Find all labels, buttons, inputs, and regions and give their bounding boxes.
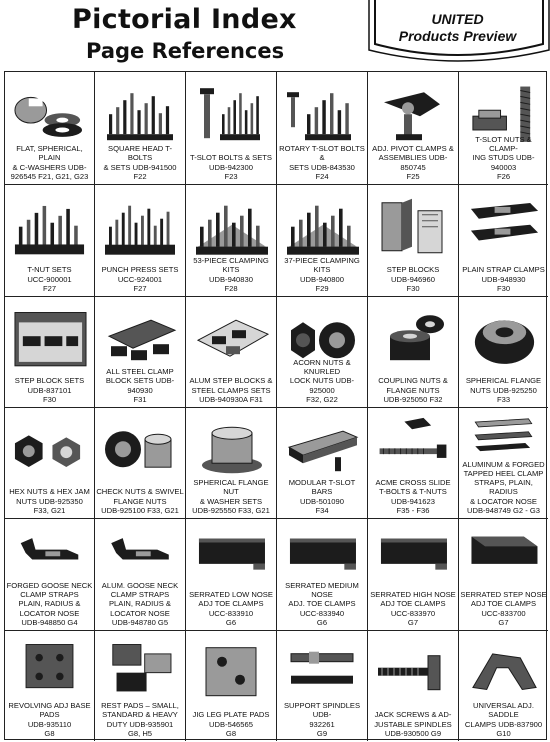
caption-line: BLOCK SETS UDB-940930 bbox=[105, 376, 175, 395]
caption-line: UDB-501090 bbox=[300, 496, 344, 506]
caption-line: UCC-833970 bbox=[390, 608, 436, 618]
caption-line: UDB-942300 bbox=[209, 162, 253, 172]
t-slot-bolts-icon bbox=[192, 78, 270, 148]
caption-line: LOCATOR NOSE bbox=[19, 608, 80, 618]
caption-line: G6 bbox=[316, 617, 328, 627]
base-pad-icon bbox=[11, 637, 88, 695]
product-cell bbox=[368, 185, 459, 297]
caption-line: STEEL CLAMPS SETS bbox=[191, 385, 271, 395]
caption-line: UCC-900001 bbox=[27, 274, 72, 284]
caption-line: CLAMP STRAPS bbox=[110, 590, 170, 600]
caption-line: STEP BLOCKS bbox=[386, 265, 440, 275]
product-cell bbox=[459, 72, 548, 185]
product-caption bbox=[6, 581, 93, 627]
clamping-kit-icon bbox=[192, 191, 270, 260]
caption-line: UCC-833940 bbox=[299, 608, 345, 618]
product-caption bbox=[278, 256, 366, 293]
caption-line: ING STUDS UDB-940003 bbox=[472, 153, 535, 172]
caption-line: G7 bbox=[407, 617, 419, 627]
caption-line: LOCK NUTS UDB-925000 bbox=[289, 376, 355, 395]
product-caption bbox=[187, 256, 275, 293]
product-caption bbox=[460, 376, 547, 404]
caption-line: SQUARE HEAD T-BOLTS bbox=[108, 144, 172, 163]
caption-line: F27 bbox=[133, 283, 147, 293]
caption-line: SERRATED STEP NOSE bbox=[460, 590, 547, 600]
caption-line: PUNCH PRESS SETS bbox=[101, 265, 179, 275]
caption-line: FLAT, SPHERICAL, PLAIN bbox=[16, 144, 83, 163]
product-cell bbox=[95, 519, 186, 631]
caption-line: REVOLVING ADJ BASE bbox=[8, 701, 91, 711]
product-cell bbox=[368, 408, 459, 519]
caption-line: SETS UDB-843530 bbox=[289, 162, 355, 172]
caption-line: UDB-940830 bbox=[209, 274, 253, 284]
caption-line: ADJ. PIVOT CLAMPS & bbox=[372, 144, 454, 154]
caption-line: ALUMINUM & FORGED bbox=[462, 459, 545, 469]
product-caption bbox=[460, 460, 547, 515]
product-cell bbox=[459, 408, 548, 519]
caption-line: ALUM. GOOSE NECK bbox=[101, 580, 179, 590]
product-cell bbox=[95, 185, 186, 297]
coupling-nut-icon bbox=[374, 303, 452, 371]
caption-line: UDB-546565 bbox=[209, 719, 253, 729]
toe-clamp-icon bbox=[192, 525, 270, 585]
caption-line: ADJ. TOE CLAMPS bbox=[288, 599, 356, 609]
caption-line: STEP BLOCK SETS bbox=[14, 376, 85, 386]
caption-line: G8, H5 bbox=[127, 728, 153, 738]
caption-line: PADS bbox=[39, 710, 60, 720]
caption-line: ADJ TOE CLAMPS bbox=[470, 599, 537, 609]
caption-line: UDB-948780 G5 bbox=[111, 617, 169, 627]
caption-line: 932261 bbox=[309, 719, 335, 729]
product-cell bbox=[459, 631, 548, 741]
product-cell bbox=[459, 185, 548, 297]
check-nut-icon bbox=[101, 414, 179, 482]
caption-line: SPHERICAL FLANGE NUT bbox=[193, 478, 269, 497]
caption-line: REST PADS – SMALL, bbox=[101, 701, 179, 711]
product-caption bbox=[187, 478, 275, 515]
caption-line: G8 bbox=[44, 728, 55, 738]
toe-clamp-icon bbox=[374, 525, 452, 585]
hex-nut-icon bbox=[11, 414, 88, 482]
punch-press-set-icon bbox=[101, 191, 179, 260]
product-cell bbox=[277, 185, 368, 297]
caption-line: & SETS UDB-941500 bbox=[103, 162, 177, 172]
caption-line: CHECK NUTS & SWIVEL bbox=[96, 487, 184, 497]
caption-line: & WASHER SETS bbox=[199, 496, 263, 506]
caption-line: F31 bbox=[133, 394, 147, 404]
caption-line: & C-WASHERS UDB- bbox=[12, 162, 87, 172]
caption-line: UCC-924001 bbox=[117, 274, 163, 284]
product-cell bbox=[186, 631, 277, 741]
caption-line: NUTS UDB-925350 bbox=[16, 496, 83, 506]
badge-brand: UNITED bbox=[431, 11, 484, 27]
caption-line: FLANGE NUTS bbox=[386, 385, 440, 395]
caption-line: UNIVERSAL ADJ. SADDLE bbox=[473, 701, 534, 720]
product-cell bbox=[5, 519, 95, 631]
products-preview-badge bbox=[365, 0, 550, 62]
product-caption bbox=[96, 144, 184, 181]
product-caption bbox=[278, 358, 366, 404]
flange-nut-washer-icon bbox=[192, 414, 270, 482]
caption-line: & LOCATOR NOSE bbox=[470, 496, 537, 506]
product-caption bbox=[369, 376, 457, 404]
caption-line: UDB-940800 bbox=[300, 274, 344, 284]
product-caption bbox=[460, 265, 547, 293]
caption-line: T-BOLTS & T-NUTS bbox=[379, 487, 447, 497]
product-caption bbox=[369, 478, 457, 515]
rotary-bolts-icon bbox=[283, 78, 361, 148]
caption-line: UDB-837101 bbox=[27, 385, 72, 395]
product-caption bbox=[96, 487, 184, 515]
step-block-set-icon bbox=[11, 303, 88, 371]
product-caption bbox=[278, 478, 366, 515]
product-cell bbox=[368, 631, 459, 741]
product-cell bbox=[95, 72, 186, 185]
caption-line: G10 bbox=[496, 728, 511, 738]
caption-line: UDB-940930A F31 bbox=[199, 394, 263, 404]
caption-line: F33, G21 bbox=[33, 505, 66, 515]
caption-line: T-SLOT BOLTS & SETS bbox=[189, 153, 272, 163]
product-cell bbox=[277, 297, 368, 408]
spherical-flange-nut-icon bbox=[465, 303, 542, 371]
product-cell bbox=[5, 185, 95, 297]
caption-line: SPHERICAL FLANGE bbox=[465, 376, 542, 386]
caption-line: T-NUT SETS bbox=[27, 265, 72, 275]
jig-leg-pad-icon bbox=[192, 637, 270, 704]
caption-line: F34 bbox=[315, 505, 329, 515]
caption-line: PLAIN STRAP CLAMPS bbox=[462, 265, 545, 275]
caption-line: SERRATED LOW NOSE bbox=[189, 590, 273, 600]
caption-line: STANDARD & HEAVY bbox=[102, 710, 178, 720]
product-cell bbox=[277, 408, 368, 519]
product-caption bbox=[96, 265, 184, 293]
product-cell bbox=[277, 631, 368, 741]
product-cell bbox=[459, 297, 548, 408]
page-title: Pictorial Index bbox=[72, 4, 297, 35]
goose-neck-clamp-icon bbox=[11, 525, 88, 576]
product-cell bbox=[277, 519, 368, 631]
toe-clamp-icon bbox=[283, 525, 361, 585]
product-caption bbox=[6, 701, 93, 738]
caption-line: UDB-925050 F32 bbox=[383, 394, 443, 404]
caption-line: ADJ TOE CLAMPS bbox=[380, 599, 446, 609]
caption-line: CLAMP STRAPS bbox=[20, 590, 79, 600]
goose-neck-clamp-icon bbox=[101, 525, 179, 576]
caption-line: STRAPS, PLAIN, RADIUS bbox=[474, 478, 533, 497]
t-bolts-set-icon bbox=[101, 78, 179, 148]
product-cell bbox=[186, 519, 277, 631]
product-cell bbox=[186, 297, 277, 408]
product-caption bbox=[187, 590, 275, 627]
caption-line: ALL STEEL CLAMP bbox=[106, 367, 174, 377]
caption-line: T-SLOT NUTS & CLAMP- bbox=[475, 134, 532, 154]
caption-line: JUSTABLE SPINDLES bbox=[374, 719, 452, 729]
caption-line: NUTS UDB-925250 bbox=[470, 385, 537, 395]
product-cell bbox=[459, 519, 548, 631]
clamp-block-set-icon bbox=[101, 303, 179, 371]
step-nose-clamp-icon bbox=[465, 525, 542, 585]
product-caption bbox=[278, 581, 366, 627]
product-cell bbox=[95, 297, 186, 408]
product-caption bbox=[369, 265, 457, 293]
product-caption bbox=[96, 581, 184, 627]
product-cell bbox=[368, 72, 459, 185]
product-cell bbox=[186, 185, 277, 297]
product-cell bbox=[368, 519, 459, 631]
caption-line: F35 - F36 bbox=[396, 505, 430, 515]
caption-line: F25 bbox=[406, 171, 420, 181]
product-caption bbox=[187, 710, 275, 738]
caption-line: SERRATED MEDIUM NOSE bbox=[285, 580, 359, 600]
product-caption bbox=[6, 376, 93, 404]
page-header bbox=[0, 0, 550, 68]
caption-line: PLAIN, RADIUS & bbox=[108, 599, 172, 609]
caption-line: ASSEMBLIES UDB-850745 bbox=[378, 153, 448, 172]
caption-line: UDB-930500 G9 bbox=[384, 728, 442, 738]
caption-line: ALUM STEP BLOCKS & bbox=[189, 376, 273, 386]
page-subtitle: Page References bbox=[86, 39, 285, 63]
caption-line: F22 bbox=[133, 171, 147, 181]
caption-line: MODULAR T-SLOT BARS bbox=[288, 478, 356, 497]
caption-line: 37-PIECE CLAMPING KITS bbox=[284, 256, 360, 275]
jack-screw-icon bbox=[374, 637, 452, 704]
product-caption bbox=[369, 144, 457, 181]
caption-line: G9 bbox=[316, 728, 328, 738]
caption-line: HEX NUTS & HEX JAM bbox=[9, 487, 90, 497]
step-blocks-icon bbox=[374, 191, 452, 260]
saddle-clamp-icon bbox=[465, 637, 542, 704]
caption-line: TAPPED HEEL CLAMP bbox=[463, 468, 544, 478]
caption-line: F27 bbox=[42, 283, 57, 293]
caption-line: F30 bbox=[406, 283, 420, 293]
product-caption bbox=[460, 701, 547, 738]
caption-line: COUPLING NUTS & bbox=[378, 376, 448, 386]
strap-clamp-icon bbox=[465, 191, 542, 260]
caption-line: FLANGE NUTS bbox=[113, 496, 167, 506]
product-caption bbox=[96, 367, 184, 404]
product-caption bbox=[460, 590, 547, 627]
caption-line: UDB-925100 F33, G21 bbox=[101, 505, 179, 515]
caption-line: ADJ TOE CLAMPS bbox=[198, 599, 264, 609]
product-caption bbox=[6, 144, 93, 181]
caption-line: G8 bbox=[225, 728, 237, 738]
product-cell bbox=[5, 72, 95, 185]
product-caption bbox=[6, 265, 93, 293]
product-cell bbox=[186, 408, 277, 519]
support-spindle-icon bbox=[283, 637, 361, 704]
caption-line: F23 bbox=[224, 171, 238, 181]
clamping-kit-icon bbox=[283, 191, 361, 260]
product-cell bbox=[5, 631, 95, 741]
caption-line: F30 bbox=[496, 283, 511, 293]
caption-line: ACME CROSS SLIDE bbox=[375, 478, 451, 488]
acme-bolt-icon bbox=[374, 414, 452, 473]
product-caption bbox=[6, 487, 93, 515]
product-caption bbox=[460, 135, 547, 181]
caption-line: SUPPORT SPINDLES UDB- bbox=[283, 701, 361, 720]
product-caption bbox=[278, 701, 366, 738]
product-caption bbox=[187, 376, 275, 404]
caption-line: F26 bbox=[496, 171, 511, 181]
caption-line: FORGED GOOSE NECK bbox=[6, 580, 93, 590]
rest-pad-icon bbox=[101, 637, 179, 695]
caption-line: ROTARY T-SLOT BOLTS & bbox=[279, 144, 365, 163]
caption-line: LOCATOR NOSE bbox=[110, 608, 170, 618]
caption-line: PLAIN, RADIUS & bbox=[18, 599, 81, 609]
caption-line: F24 bbox=[315, 171, 329, 181]
product-cell bbox=[5, 297, 95, 408]
caption-line: JACK SCREWS & AD- bbox=[374, 710, 452, 720]
caption-line: DUTY UDB-935901 bbox=[106, 719, 174, 729]
caption-line: SERRATED HIGH NOSE bbox=[370, 590, 456, 600]
t-nut-set-icon bbox=[11, 191, 88, 260]
caption-line: UDB-946960 bbox=[391, 274, 435, 284]
t-slot-bar-icon bbox=[283, 414, 361, 482]
caption-line: G6 bbox=[225, 617, 237, 627]
caption-line: F28 bbox=[224, 283, 238, 293]
caption-line: F32, G22 bbox=[306, 394, 338, 404]
caption-line: UDB-948850 G4 bbox=[21, 617, 78, 627]
washers-icon bbox=[11, 78, 88, 148]
caption-line: UDB-941623 bbox=[391, 496, 435, 506]
pivot-clamp-icon bbox=[374, 78, 452, 148]
caption-line: F30 bbox=[42, 394, 57, 404]
caption-line: UDB-948749 G2 - G3 bbox=[466, 505, 541, 515]
caption-line: UCC-833910 bbox=[208, 608, 254, 618]
product-cell bbox=[95, 408, 186, 519]
caption-line: F29 bbox=[315, 283, 329, 293]
caption-line: 53-PIECE CLAMPING KITS bbox=[193, 256, 269, 275]
caption-line: G7 bbox=[498, 617, 509, 627]
alum-step-block-icon bbox=[192, 303, 270, 371]
product-cell bbox=[277, 72, 368, 185]
product-caption bbox=[369, 710, 457, 738]
caption-line: UDB-935110 bbox=[27, 719, 72, 729]
heel-clamp-icon bbox=[465, 414, 542, 464]
caption-line: UCC-833700 bbox=[481, 608, 526, 618]
pictorial-index-grid bbox=[4, 71, 547, 740]
caption-line: ACORN NUTS & KNURLED bbox=[293, 357, 351, 377]
product-caption bbox=[369, 590, 457, 627]
product-cell bbox=[5, 408, 95, 519]
caption-line: F33 bbox=[496, 394, 511, 404]
caption-line: UDB-925550 F33, G21 bbox=[192, 505, 270, 515]
product-caption bbox=[187, 153, 275, 181]
product-caption bbox=[278, 144, 366, 181]
product-caption bbox=[96, 701, 184, 738]
caption-line: JIG LEG PLATE PADS bbox=[192, 710, 270, 720]
product-cell bbox=[368, 297, 459, 408]
badge-text: Products Preview bbox=[398, 28, 517, 44]
caption-line: CLAMPS UDB-837900 bbox=[464, 719, 543, 729]
product-cell bbox=[95, 631, 186, 741]
caption-line: 926545 F21, G21, G23 bbox=[10, 171, 89, 181]
caption-line: UDB-948930 bbox=[481, 274, 526, 284]
product-cell bbox=[186, 72, 277, 185]
